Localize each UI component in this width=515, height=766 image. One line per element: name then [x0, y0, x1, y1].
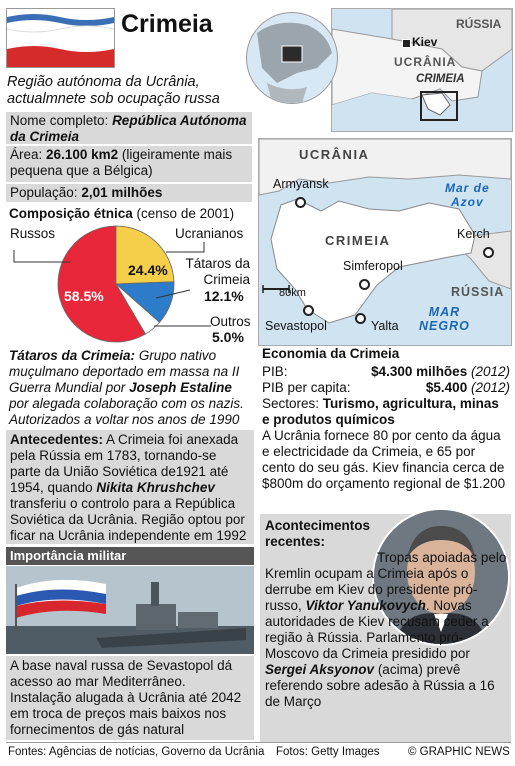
background-title: Antecedentes:: [10, 432, 104, 447]
subtitle: [7, 74, 247, 108]
military-body: A base naval russa de Sevastopol dá acesso ao mar Mediterrâneo. Instalação alugada à Ucrânia até 2042 em troca de preços mais baixos nos fornecimentos de gás natural: [10, 658, 242, 737]
area-label: Área:: [10, 147, 43, 162]
warship-photo: [6, 566, 254, 654]
pibpc-label: PIB per capita:: [262, 380, 351, 395]
main-ukraine-label: UCRÂNIA: [299, 147, 370, 162]
main-map: [258, 138, 512, 346]
background-box: [6, 430, 254, 544]
yalta-label: Yalta: [371, 319, 399, 333]
label-ukrainians: Ucranianos: [175, 226, 244, 241]
sectors-label: Sectores:: [262, 396, 320, 411]
ethnic-census: (censo de 2001): [136, 206, 235, 221]
background-body-1: A Crimeia foi anexada pela Rússia em 1783, tornando-se parte da União Soviética de1921 até 1954, quando: [10, 432, 239, 495]
azov-label-2: Azov: [451, 195, 484, 209]
azov-label: [445, 181, 490, 209]
sectors-value: Turismo, agricultura, minas e produtos químicos: [262, 396, 499, 427]
pib-value: $4.300 milhões: [371, 364, 468, 379]
subtitle-line-2: actualmnete sob ocupação russa: [7, 91, 220, 107]
events-title-2: recentes:: [265, 534, 326, 549]
globe-locator: [246, 12, 338, 104]
ethnic-heading: [9, 206, 234, 221]
main-russia-label: RÚSSIA: [451, 285, 505, 299]
tatars-note-end: por alegada colaboração com os nazis. Autorizados a voltar nos anos de 1990: [9, 396, 244, 427]
pie-value-tatars: 12.1%: [204, 288, 244, 304]
black-sea-label: [419, 305, 470, 333]
inset-crimea-label: CRIMEIA: [416, 73, 465, 85]
events-body-1: Tropas apoiadas pelo Kremlin ocupam a Crimeia após o derrube em Kiev do presidente pró-russo,: [265, 550, 507, 613]
inset-kiev-label: Kiev: [412, 35, 438, 49]
pib-year: (2012): [470, 364, 510, 379]
label-others: Outros: [210, 314, 251, 329]
military-box: [6, 656, 254, 740]
pie-value-russians: 58.5%: [64, 288, 104, 304]
full-name-label: Nome completo:: [10, 113, 109, 128]
economy-body: A Ucrânia fornece 80 por cento da água e electricidade da Crimeia, e 65 por cento do seu gás. Kiev financia cerca de $800m do orçamento regional de $1.200: [262, 428, 506, 491]
page-title: Crimeia: [121, 10, 213, 38]
tatars-note-body: Grupo nativo muçulmano deportado em massa na II Guerra Mundial por: [9, 348, 240, 395]
events-name-1: Viktor Yanukovych: [305, 598, 426, 613]
area-row: [6, 146, 252, 182]
label-russians: Russos: [10, 226, 56, 241]
inset-crimea-box: [420, 91, 458, 121]
footer-credit: © GRAPHIC NEWS: [408, 746, 510, 758]
crimea-flag: [6, 8, 115, 68]
background-body-2: transferiu o controlo para a República Soviética da Ucrânia. Região optou por ficar na Ucrânia independente em 1992: [10, 496, 247, 543]
population-row: [6, 184, 252, 202]
events-body-3: (acima) prevê referendo sobre adesão à Rússia a 16 de Março: [265, 662, 495, 709]
full-name-value: República Autónoma da Crimeia: [10, 113, 247, 144]
azov-label-1: Mar de: [445, 181, 490, 195]
events-title-1: Acontecimentos: [265, 518, 371, 533]
economy-title: Economia da Crimeia: [262, 346, 400, 361]
military-title-bar: [6, 547, 254, 565]
population-label: População:: [10, 185, 78, 200]
tatars-note: [9, 348, 254, 428]
events-body: [265, 550, 507, 710]
events-name-2: Sergei Aksyonov: [265, 662, 375, 677]
events-body-2: . Novas autoridades de Kiev recusam ceder a região à Rússia. Parlamento pró-Moscovo da Crimeia presidido por: [265, 598, 489, 661]
sevastopol-label: Sevastopol: [265, 319, 327, 333]
pibpc-row: [262, 380, 510, 396]
black-sea-label-1: MAR: [428, 305, 461, 319]
pib-row: [262, 364, 510, 380]
tatars-note-name: Joseph Estaline: [129, 380, 232, 395]
pibpc-year: (2012): [470, 380, 510, 395]
scale-label: 80km: [279, 287, 306, 299]
footer-rule: [6, 742, 511, 743]
area-value: 26.100 km2: [46, 147, 119, 162]
kerch-dot: [483, 247, 494, 258]
pie-slices: [58, 226, 174, 342]
population-value: 2,01 milhões: [81, 185, 163, 200]
inset-map: [331, 8, 513, 132]
subtitle-line-1: Região autónoma da Ucrânia,: [7, 74, 200, 90]
main-crimea-label: CRIMEIA: [325, 233, 391, 248]
pib-label: PIB:: [262, 364, 288, 379]
area-note: (ligeiramente mais pequena que a Bélgica): [10, 147, 233, 178]
simferopol-label: Simferopol: [343, 259, 403, 273]
footer-sources: Fontes: Agências de notícias, Governo da Ucrânia: [8, 746, 265, 758]
economy-section: [262, 346, 510, 492]
military-title: Importância militar: [10, 548, 127, 563]
full-name-row: [6, 112, 252, 144]
pie-value-ukrainians: 24.4%: [128, 262, 168, 278]
armyansk-dot: [295, 197, 306, 208]
label-tatars: Tátaros da Crimeia: [185, 256, 250, 287]
inset-ukraine-label: UCRÂNIA: [394, 55, 457, 69]
kerch-label: Kerch: [457, 227, 490, 241]
tatars-note-title: Tátaros da Crimeia:: [9, 348, 136, 363]
sevastopol-dot: [303, 305, 314, 316]
footer-photos: Fotos: Getty Images: [276, 746, 380, 758]
pie-value-others: 5.0%: [212, 329, 244, 345]
inset-russia-label: RÚSSIA: [456, 17, 502, 31]
kiev-marker: [402, 39, 411, 48]
background-name: Nikita Khrushchev: [96, 480, 215, 495]
pibpc-value: $5.400: [425, 380, 468, 395]
sectors-row: [262, 396, 510, 428]
events-title: [265, 518, 370, 550]
simferopol-dot: [359, 279, 370, 290]
black-sea-label-2: NEGRO: [419, 319, 470, 333]
yalta-dot: [355, 313, 366, 324]
ethnic-title: Composição étnica: [9, 206, 133, 221]
armyansk-label: Armyansk: [273, 177, 329, 191]
